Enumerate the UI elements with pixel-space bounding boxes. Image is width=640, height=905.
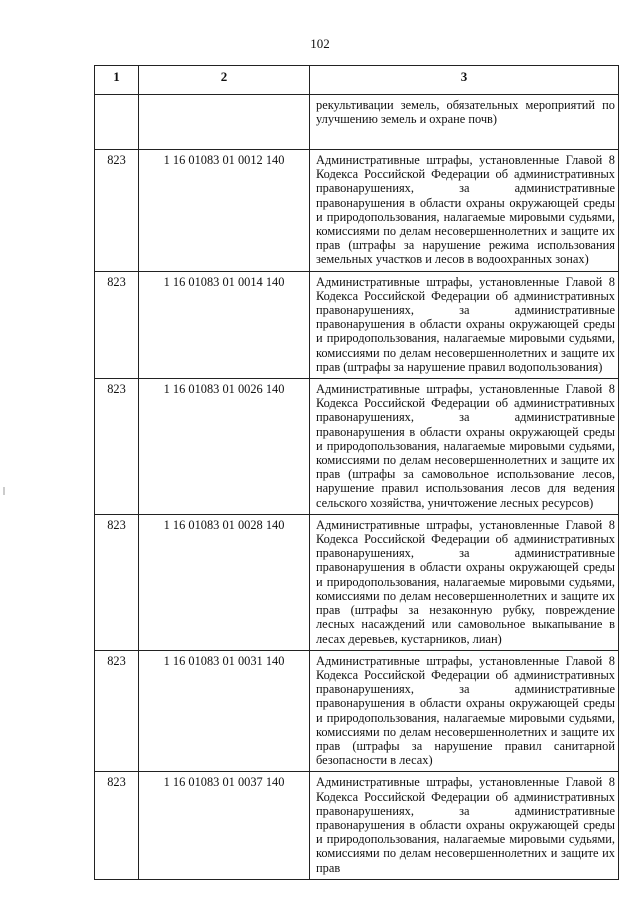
table-row-continuation [95,95,619,150]
budget-classification-code: 1 16 01083 01 0031 140 [139,650,310,772]
table-row [95,271,619,378]
budget-classification-code: 1 16 01083 01 0014 140 [139,271,310,378]
table-header-row [95,66,619,95]
column-header-2: 2 [139,66,310,95]
column-header-1: 1 [95,66,139,95]
income-description: Административные штрафы, установленные Главой 8 Кодекса Российской Федерации об административных правонарушениях, за административные правонарушения в области охраны окружающей среды и природопользования, налагаемые мировыми судьями, комиссиями по делам несовершеннолетних и защите их прав (штрафы за нарушение правил водопользования) [310,271,619,378]
budget-classification-code: 1 16 01083 01 0026 140 [139,379,310,515]
table-row [95,379,619,515]
income-description: Административные штрафы, установленные Главой 8 Кодекса Российской Федерации об административных правонарушениях, за административные правонарушения в области охраны окружающей среды и природопользования, налагаемые мировыми судьями, комиссиями по делам несовершеннолетних и защите их прав (штрафы за нарушение режима использования земельных участков и лесов в водоохранных зонах) [310,150,619,272]
income-description: Административные штрафы, установленные Главой 8 Кодекса Российской Федерации об административных правонарушениях, за административные правонарушения в области охраны окружающей среды и природопользования, налагаемые мировыми судьями, комиссиями по делам несовершеннолетних и защите их прав (штрафы за самовольное использование лесов, нарушение правил использования лесов для ведения сельского хозяйства, уничтожение лесных ресурсов) [310,379,619,515]
admin-code: 823 [95,650,139,772]
budget-classification-code: 1 16 01083 01 0028 140 [139,514,310,650]
table-row [95,150,619,272]
admin-code: 823 [95,772,139,879]
page-number: 102 [310,36,330,51]
budget-classification-code: 1 16 01083 01 0012 140 [139,150,310,272]
table-row [95,772,619,879]
admin-code: 823 [95,514,139,650]
budget-codes-table [94,65,619,880]
admin-code: 823 [95,271,139,378]
scan-mark [3,487,5,495]
table-row [95,650,619,772]
income-description: Административные штрафы, установленные Главой 8 Кодекса Российской Федерации об административных правонарушениях, за административные правонарушения в области охраны окружающей среды и природопользования, налагаемые мировыми судьями, комиссиями по делам несовершеннолетних и защите их прав (штрафы за нарушение правил санитарной безопасности в лесах) [310,650,619,772]
income-description: Административные штрафы, установленные Главой 8 Кодекса Российской Федерации об административных правонарушениях, за административные правонарушения в области охраны окружающей среды и природопользования, налагаемые мировыми судьями, комиссиями по делам несовершеннолетних и защите их прав (штрафы за незаконную рубку, повреждение лесных насаждений или самовольное выкапывание в лесах деревьев, кустарников, лиан) [310,514,619,650]
empty-cell [95,95,139,150]
budget-classification-code: 1 16 01083 01 0037 140 [139,772,310,879]
continuation-text: рекультивации земель, обязательных мероприятий по улучшению земель и охране почв) [310,95,619,150]
income-description: Административные штрафы, установленные Главой 8 Кодекса Российской Федерации об административных правонарушениях, за административные правонарушения в области охраны окружающей среды и природопользования, налагаемые мировыми судьями, комиссиями по делам несовершеннолетних и защите их прав [310,772,619,879]
admin-code: 823 [95,379,139,515]
empty-cell [139,95,310,150]
admin-code: 823 [95,150,139,272]
table-row [95,514,619,650]
column-header-3: 3 [310,66,619,95]
